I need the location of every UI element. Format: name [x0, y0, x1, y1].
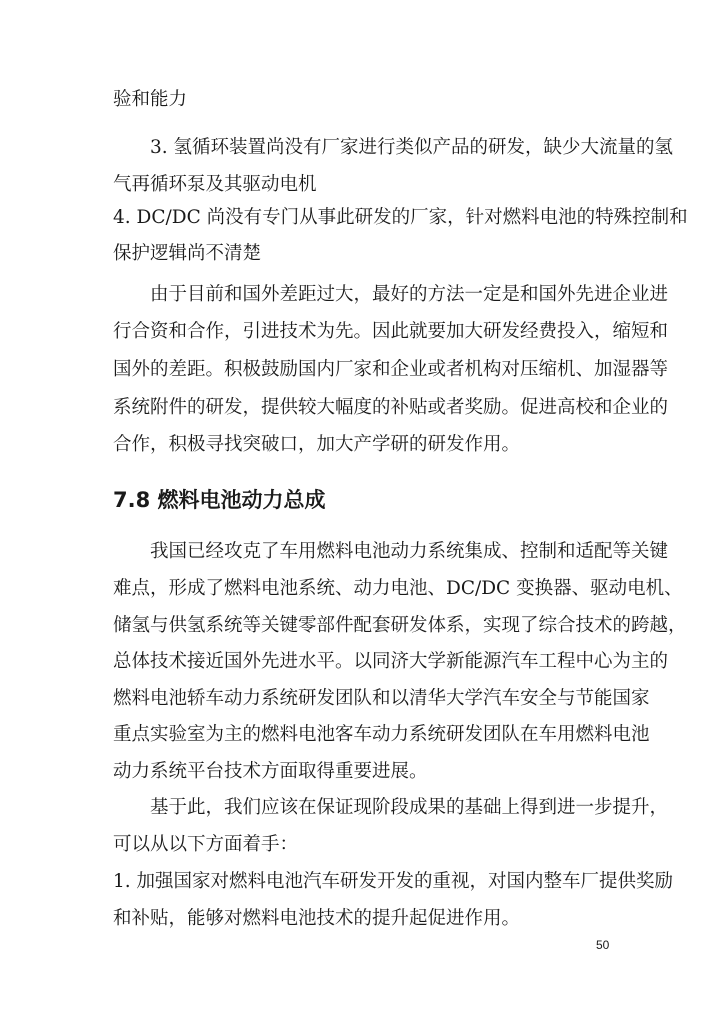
text-line: 燃料电池轿车动力系统研发团队和以清华大学汽车安全与节能国家: [113, 688, 650, 709]
text-line: 难点，形成了燃料电池系统、动力电池、DC/DC 变换器、驱动电机、: [113, 578, 683, 599]
text-line: 系统附件的研发，提供较大幅度的补贴或者奖励。促进高校和企业的: [113, 397, 669, 418]
text-line: 重点实验室为主的燃料电池客车动力系统研发团队在车用燃料电池: [113, 724, 650, 745]
text-line: 由于目前和国外差距过大，最好的方法一定是和国外先进企业进: [150, 284, 669, 305]
text-line: 动力系统平台技术方面取得重要进展。: [113, 761, 428, 782]
text-line: 3. 氢循环装置尚没有厂家进行类似产品的研发，缺少大流量的氢: [150, 137, 674, 158]
text-line: 总体技术接近国外先进水平。以同济大学新能源汽车工程中心为主的: [113, 651, 669, 672]
section-heading: 7.8 燃料电池动力总成: [113, 488, 326, 512]
text-line: 国外的差距。积极鼓励国内厂家和企业或者机构对压缩机、加湿器等: [113, 359, 669, 380]
text-line: 保护逻辑尚不清楚: [113, 243, 262, 264]
text-line: 行合资和合作，引进技术为先。因此就要加大研发经费投入，缩短和: [113, 321, 669, 342]
text-line: 4. DC/DC 尚没有专门从事此研发的厂家，针对燃料电池的特殊控制和: [113, 207, 688, 228]
text-line: 合作，积极寻找突破口，加大产学研的研发作用。: [113, 434, 521, 455]
text-line: 气再循环泵及其驱动电机: [113, 174, 317, 195]
text-line: 验和能力: [113, 89, 188, 110]
text-line: 基于此，我们应该在保证现阶段成果的基础上得到进一步提升，: [150, 797, 669, 818]
text-line: 1. 加强国家对燃料电池汽车研发开发的重视，对国内整车厂提供奖励: [113, 871, 674, 892]
text-line: 和补贴，能够对燃料电池技术的提升起促进作用。: [113, 908, 521, 929]
page-number: 50: [596, 938, 610, 952]
text-line: 储氢与供氢系统等关键零部件配套研发体系，实现了综合技术的跨越，: [113, 615, 687, 636]
text-line: 我国已经攻克了车用燃料电池动力系统集成、控制和适配等关键: [150, 541, 669, 562]
text-line: 可以从以下方面着手：: [113, 834, 299, 855]
